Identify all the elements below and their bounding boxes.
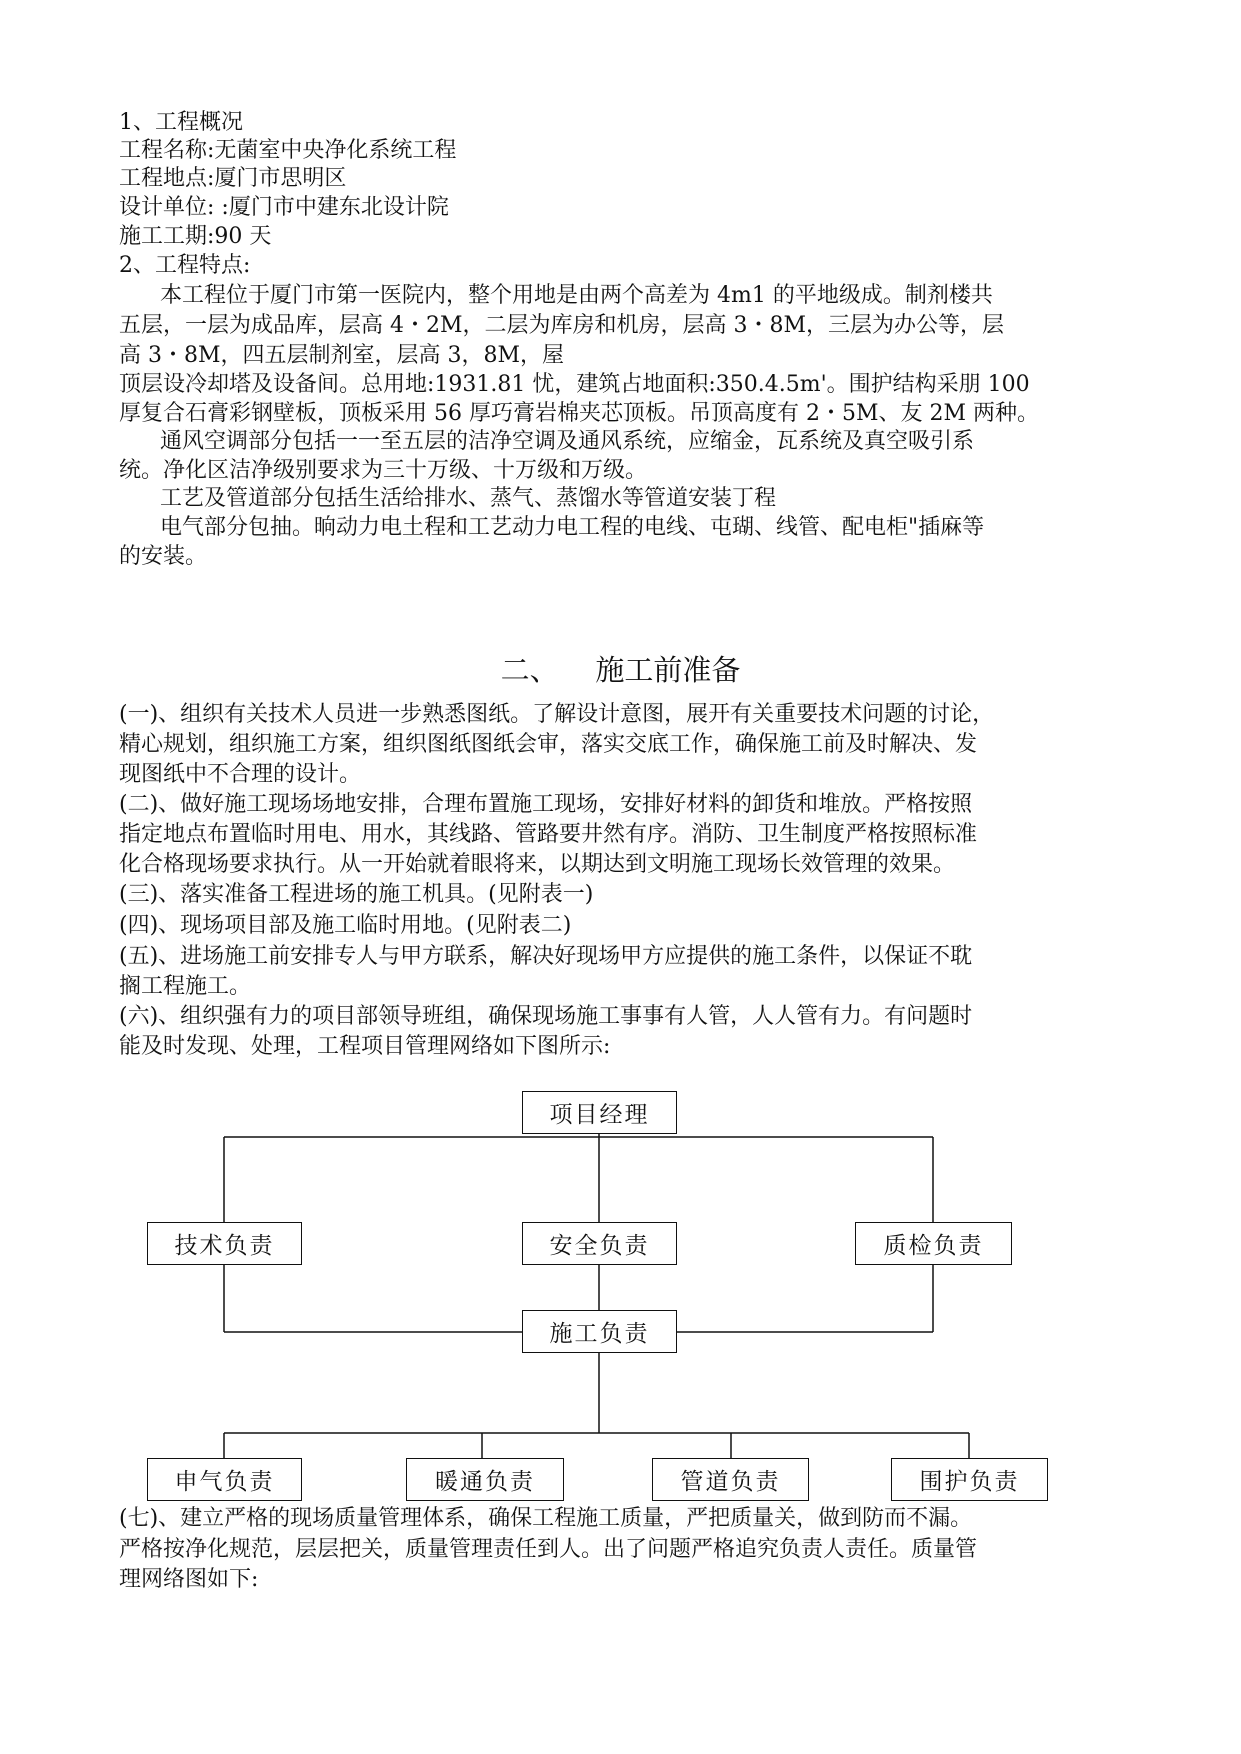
- prep-item-4: (四)、现场项目部及施工临时用地。(见附表二): [119, 913, 572, 938]
- paragraph-line: 顶层设冷却塔及设备间。总用地:1931.81 忧，建筑占地面积:350.4.5m'。围护结构采朋 100: [119, 372, 1030, 397]
- overview-title: 1、工程概况: [119, 110, 243, 135]
- org-box-quality: 质检负责: [855, 1222, 1012, 1265]
- project-location: 工程地点:厦门市思明区: [119, 166, 347, 191]
- org-box-construction: 施工负责: [522, 1310, 677, 1353]
- prep-item-2: 指定地点布置临时用电、用水，其线路、管路要井然有序。消防、卫生制度严格按照标准: [119, 822, 978, 847]
- prep-item-1: 精心规划，组织施工方案，组织图纸图纸会审，落实交底工作，确保施工前及时解决、发: [119, 732, 978, 757]
- paragraph-line: 工艺及管道部分包括生活给排水、蒸气、蒸馏水等管道安装丁程: [160, 486, 777, 511]
- org-box-electrical: 申气负责: [147, 1458, 302, 1501]
- paragraph-line: 五层，一层为成品库，层高 4・2M，二层为库房和机房，层高 3・8M，三层为办公等，层: [119, 313, 1005, 338]
- org-box-hvac: 暖通负责: [406, 1458, 564, 1501]
- prep-item-3: (三)、落实准备工程进场的施工机具。(见附表一): [119, 882, 594, 907]
- prep-item-2: (二)、做好施工现场场地安排，合理布置施工现场，安排好材料的卸货和堆放。严格按照: [119, 792, 973, 817]
- paragraph-line: 通风空调部分包括一一至五层的洁净空调及通风系统，应缩金，瓦系统及真空吸引系: [160, 429, 975, 454]
- design-unit: 设计单位: :厦门市中建东北设计院: [119, 195, 449, 220]
- org-box-enclosure: 围护负责: [891, 1458, 1048, 1501]
- org-box-pipeline: 管道负责: [652, 1458, 809, 1501]
- paragraph-line: 电气部分包抽。晌动力电土程和工艺动力电工程的电线、屯瑚、线管、配电柜"插麻等: [160, 515, 985, 540]
- paragraph-line: 统。净化区洁净级别要求为三十万级、十万级和万级。: [119, 458, 648, 483]
- prep-item-7: (七)、建立严格的现场质量管理体系，确保工程施工质量，严把质量关，做到防而不漏。: [119, 1504, 972, 1534]
- paragraph-line: 高 3・8M，四五层制剂室，层高 3，8M，屋: [119, 343, 565, 368]
- paragraph-line: 本工程位于厦门市第一医院内，整个用地是由两个高差为 4m1 的平地级成。制剂楼共: [160, 283, 993, 308]
- prep-item-7: 严格按净化规范，层层把关，质量管理责任到人。出了问题严格追究负责人责任。质量管: [119, 1537, 978, 1562]
- prep-item-5: 搁工程施工。: [119, 974, 252, 999]
- construction-duration: 施工工期:90 天: [119, 224, 272, 249]
- features-title: 2、工程特点:: [119, 253, 251, 278]
- prep-item-6: (六)、组织强有力的项目部领导班组，确保现场施工事事有人管，人人管有力。有问题时: [119, 1004, 973, 1029]
- paragraph-line: 的安装。: [119, 544, 208, 569]
- project-name: 工程名称:无菌室中央净化系统工程: [119, 138, 457, 163]
- prep-item-6: 能及时发现、处理，工程项目管理网络如下图所示:: [119, 1034, 611, 1059]
- org-box-manager: 项目经理: [522, 1091, 677, 1134]
- prep-item-1: (一)、组织有关技术人员进一步熟悉图纸。了解设计意图，展开有关重要技术问题的讨论，: [119, 702, 995, 727]
- section-heading: 二、 施工前准备: [500, 653, 741, 687]
- prep-item-1: 现图纸中不合理的设计。: [119, 762, 362, 787]
- paragraph-line: 厚复合石膏彩钢壁板，顶板采用 56 厚巧膏岩棉夹芯顶板。吊顶高度有 2・5M、友 2M 两种。: [119, 401, 1040, 426]
- org-box-safety: 安全负责: [522, 1222, 677, 1265]
- prep-item-2: 化合格现场要求执行。从一开始就着眼将来，以期达到文明施工现场长效管理的效果。: [119, 852, 956, 877]
- org-box-tech: 技术负责: [147, 1222, 302, 1265]
- prep-item-5: (五)、进场施工前安排专人与甲方联系，解决好现场甲方应提供的施工条件，以保证不耽: [119, 944, 973, 969]
- prep-item-7: 理网络图如下:: [119, 1567, 259, 1592]
